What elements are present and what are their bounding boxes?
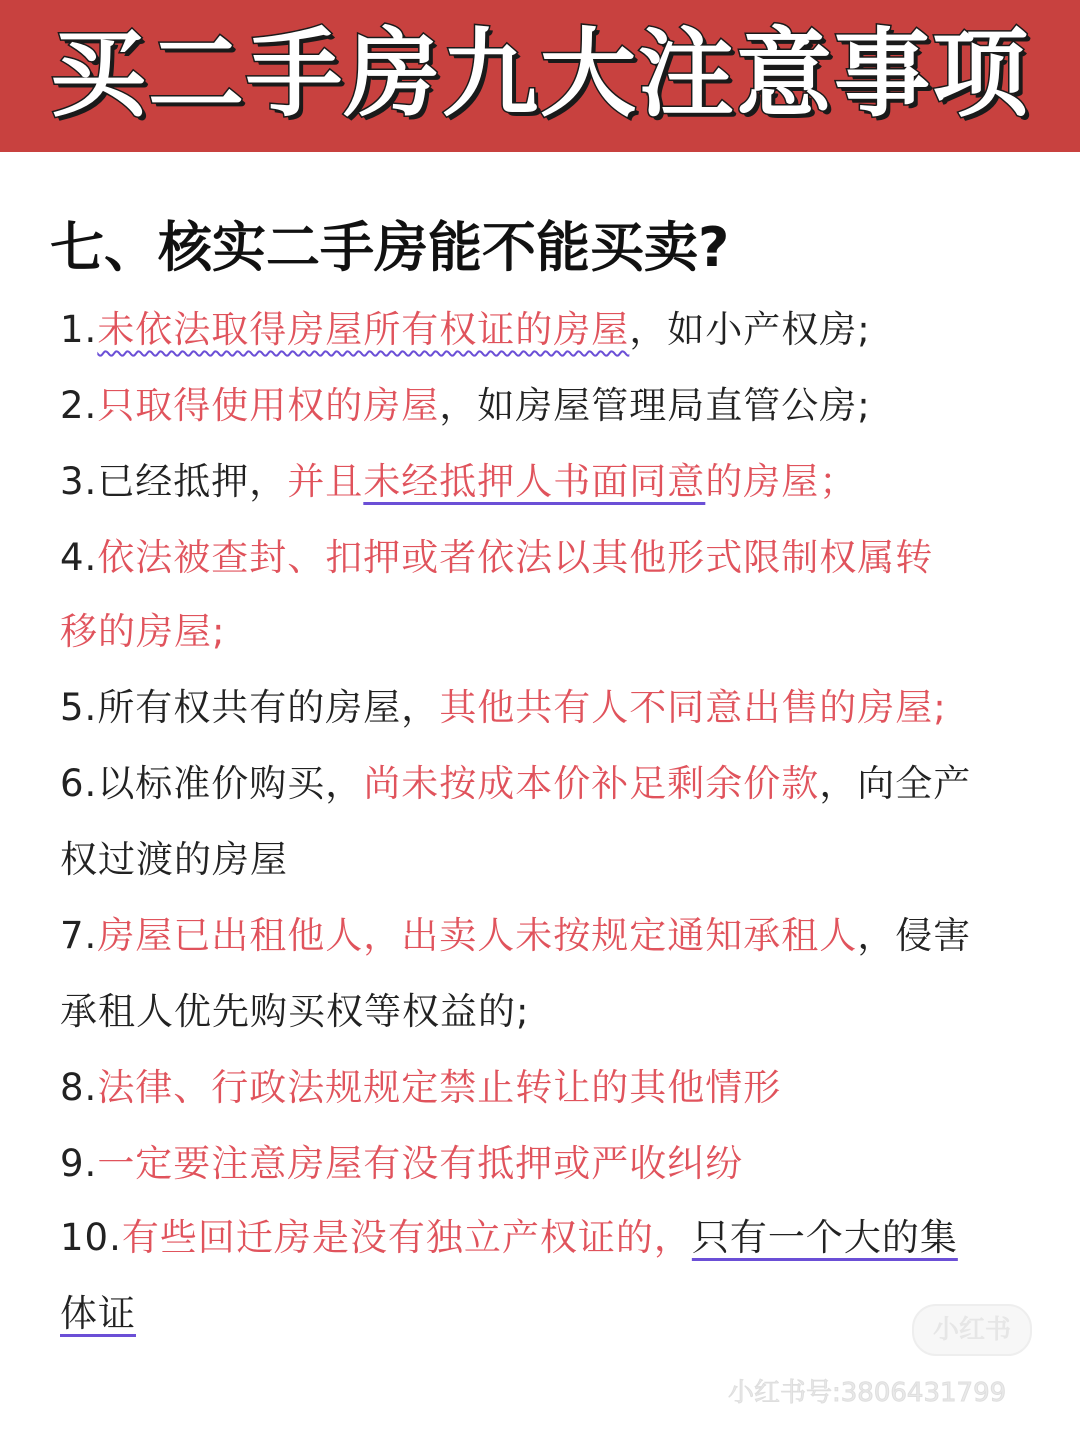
- list-item-7-cont: [60, 988, 529, 1036]
- item-number: 9.: [60, 1142, 98, 1185]
- item-number: 2.: [60, 384, 98, 427]
- item-highlight: 法律、行政法规规定禁止转让的其他情形: [97, 1066, 782, 1109]
- list-item-6-cont: [60, 836, 288, 884]
- item-number: 4.: [60, 536, 98, 579]
- item-text: ，向全产: [819, 762, 972, 805]
- item-number: 7.: [60, 914, 98, 957]
- item-highlight: 的房屋；: [705, 460, 858, 503]
- list-item-1: [60, 306, 871, 354]
- item-highlight-underlined: 未经抵押人书面同意: [363, 460, 706, 503]
- watermark-account: 小红书号:3806431799: [728, 1378, 1007, 1408]
- item-text: ，如小产权房;: [629, 308, 871, 351]
- item-number: 3.: [60, 460, 98, 503]
- item-highlight: 有些回迁房是没有独立产权证的，: [121, 1216, 692, 1259]
- item-highlight: 并且: [287, 460, 364, 503]
- item-number: 8.: [60, 1066, 98, 1109]
- item-number: 6.: [60, 762, 98, 805]
- title-banner: [0, 0, 1080, 152]
- item-number: 10.: [60, 1216, 122, 1259]
- item-text-underlined: 只有一个大的集: [691, 1216, 958, 1259]
- list-item-7: [60, 912, 971, 960]
- item-text: 权过渡的房屋: [60, 838, 288, 881]
- item-highlight: 未依法取得房屋所有权证的房屋: [97, 308, 630, 351]
- list-item-4-cont: [60, 608, 225, 656]
- list-item-3: [60, 458, 857, 506]
- item-highlight: 移的房屋;: [60, 610, 226, 653]
- item-highlight: 一定要注意房屋有没有抵押或严收纠纷: [97, 1142, 744, 1185]
- item-text: 以标准价购买，: [97, 762, 364, 805]
- list-item-10-cont: [60, 1290, 136, 1338]
- item-highlight: 尚未按成本价补足剩余价款: [363, 762, 820, 805]
- list-item-2: [60, 382, 871, 430]
- item-number: 1.: [60, 308, 98, 351]
- item-text: 承租人优先购买权等权益的;: [60, 990, 530, 1033]
- item-highlight: 房屋已出租他人，出卖人未按规定通知承租人: [97, 914, 858, 957]
- watermark-logo: 小红书: [912, 1304, 1032, 1356]
- list-item-8: [60, 1064, 781, 1112]
- item-text: ，侵害: [857, 914, 972, 957]
- item-text-underlined: 体证: [60, 1292, 136, 1335]
- item-number: 5.: [60, 686, 98, 729]
- item-text: 所有权共有的房屋，: [97, 686, 440, 729]
- item-highlight: 只取得使用权的房屋: [97, 384, 440, 427]
- item-highlight: 依法被查封、扣押或者依法以其他形式限制权属转: [97, 536, 934, 579]
- list-item-5: [60, 684, 947, 732]
- item-text: ，如房屋管理局直管公房;: [439, 384, 871, 427]
- section-heading: 七、核实二手房能不能买卖?: [50, 216, 730, 279]
- list-item-4: [60, 534, 933, 582]
- list-item-6: [60, 760, 971, 808]
- page-title: 买二手房九大注意事项: [50, 18, 1030, 130]
- item-highlight: 其他共有人不同意出售的房屋;: [439, 686, 947, 729]
- item-text: 已经抵押，: [97, 460, 288, 503]
- list-item-10: [60, 1214, 958, 1262]
- list-item-9: [60, 1140, 743, 1188]
